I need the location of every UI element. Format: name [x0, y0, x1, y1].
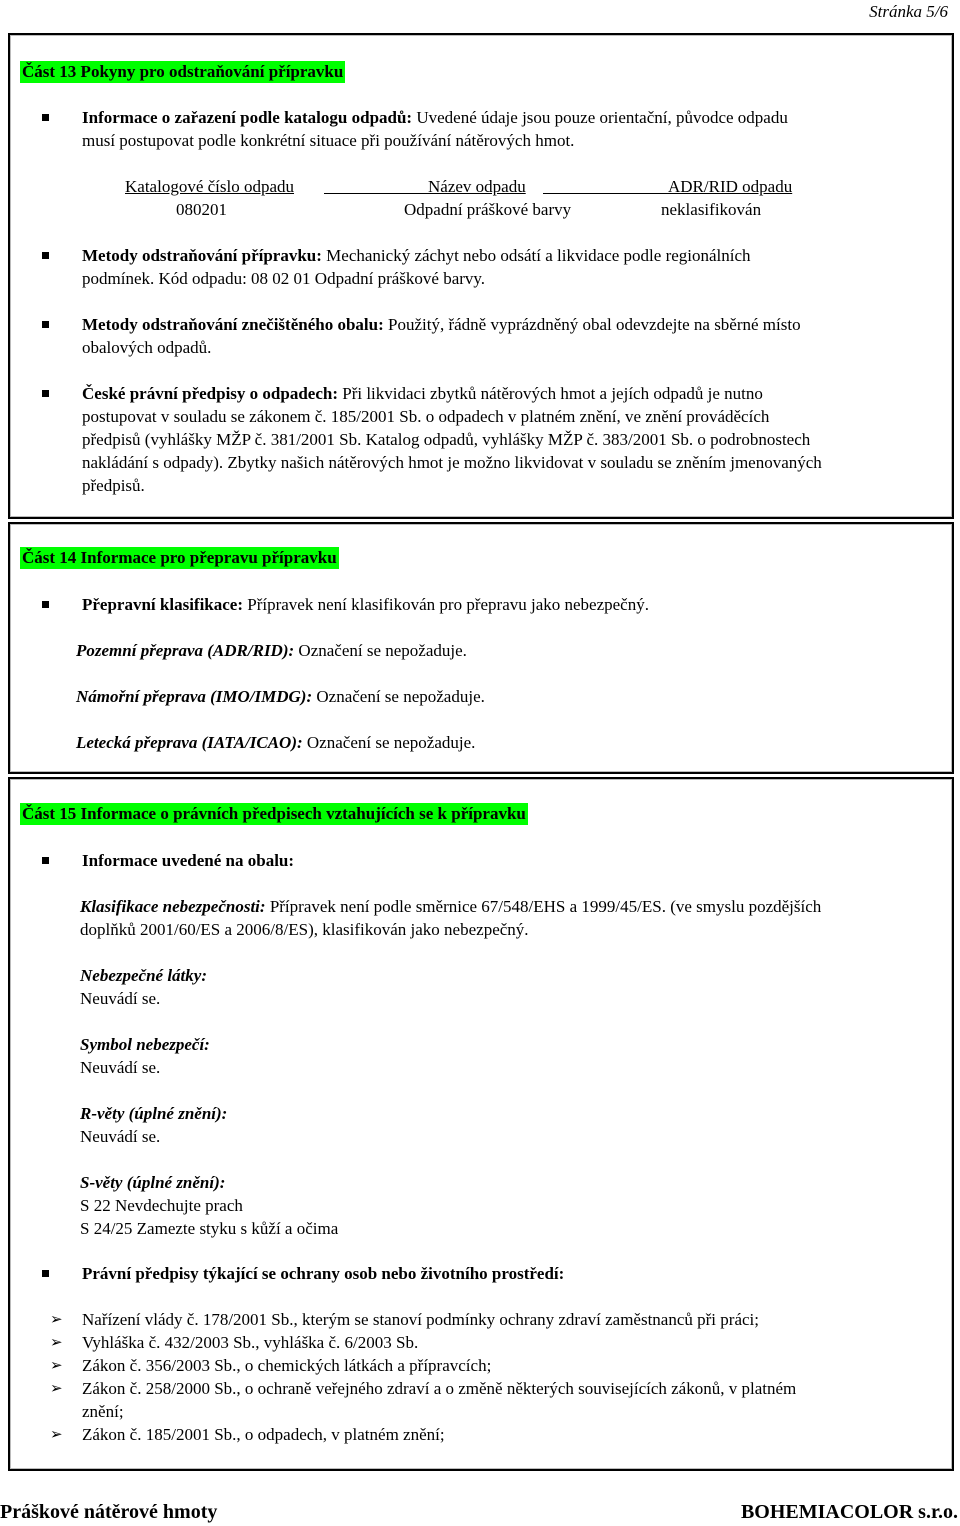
page-number: Stránka 5/6	[869, 2, 948, 21]
s15-package-info: Informace uvedené na obalu:	[82, 851, 295, 870]
s13-czech-law-desc: Při likvidaci zbytků nátěrových hmot a jejích odpadů je nutno	[337, 384, 763, 403]
waste-table-adr: neklasifikován	[661, 200, 762, 219]
s13-waste-catalog-text	[82, 106, 788, 129]
s15-classification-line2: doplňků 2001/60/ES a 2006/8/ES), klasifikován jako nebezpečný.	[80, 920, 529, 939]
s13-czech-law-line3: předpisů (vyhlášky MŽP č. 381/2001 Sb. Katalog odpadů, vyhlášky MŽP č. 383/2001 Sb. o podrobnostech	[82, 430, 811, 449]
s14-sea-value: Označení se nepožaduje.	[312, 687, 485, 706]
s13-packaging-disposal	[82, 313, 801, 336]
arrow-bullet-icon: ➢	[50, 1333, 63, 1351]
bullet-marker	[42, 1270, 49, 1277]
waste-table-header-adr: ADR/RID odpadu	[668, 177, 793, 196]
waste-table-underline	[324, 193, 428, 194]
arrow-bullet-icon: ➢	[50, 1425, 63, 1443]
s15-s-phrases-label: S-věty (úplné znění):	[80, 1173, 226, 1192]
footer-company: BOHEMIACOLOR s.r.o.	[740, 1501, 958, 1523]
law-item: Zákon č. 185/2001 Sb., o odpadech, v platném znění;	[82, 1425, 445, 1444]
law-item: Nařízení vlády č. 178/2001 Sb., kterým se stanoví podmínky ochrany zdraví zaměstnanců při práci;	[82, 1310, 759, 1329]
arrow-bullet-icon: ➢	[50, 1379, 63, 1397]
bullet-marker	[42, 252, 49, 259]
bullet-marker	[42, 601, 49, 608]
bullet-marker	[42, 857, 49, 864]
s15-regulations-label: Právní předpisy týkající se ochrany osob nebo životního prostředí:	[82, 1264, 565, 1283]
s15-classification-desc: Přípravek není podle směrnice 67/548/EHS a 1999/45/ES. (ve smyslu pozdějších	[265, 897, 822, 916]
s13-disposal-method-desc: Mechanický záchyt nebo odsátí a likvidace podle regionálních	[321, 246, 751, 265]
s13-disposal-method-line2: podmínek. Kód odpadu: 08 02 01 Odpadní práškové barvy.	[82, 269, 486, 288]
bullet-marker	[42, 390, 49, 397]
s13-czech-law-label: České právní předpisy o odpadech:	[82, 384, 338, 403]
s14-transport-class-label: Přepravní klasifikace:	[82, 595, 244, 614]
s14-transport-class	[82, 593, 649, 616]
section-14-header: Část 14 Informace pro přepravu přípravku	[22, 548, 337, 567]
waste-table-header-name: Název odpadu	[428, 177, 526, 196]
law-item-continuation: znění;	[82, 1402, 124, 1421]
section-13-header: Část 13 Pokyny pro odstraňování přípravku	[22, 62, 344, 81]
waste-table-name: Odpadní práškové barvy	[404, 200, 572, 219]
law-item: Zákon č. 356/2003 Sb., o chemických látkách a přípravcích;	[82, 1356, 492, 1375]
s15-s-phrase-2: S 24/25 Zamezte styku s kůží a očima	[80, 1219, 339, 1238]
s14-air-label: Letecká přeprava (IATA/ICAO):	[76, 733, 303, 752]
waste-table-code: 080201	[176, 200, 227, 219]
s13-disposal-method-label: Metody odstraňování přípravku:	[82, 246, 322, 265]
s13-czech-law-line2: postupovat v souladu se zákonem č. 185/2001 Sb. o odpadech v platném znění, ve znění prováděcích	[82, 407, 770, 426]
s15-classification	[80, 895, 821, 918]
footer-product: Práškové nátěrové hmoty	[0, 1501, 218, 1523]
s15-r-phrases-label: R-věty (úplné znění):	[80, 1104, 228, 1123]
s13-packaging-disposal-desc: Použitý, řádně vyprázdněný obal odevzdejte na sběrné místo	[383, 315, 801, 334]
s13-waste-catalog-label: Informace o zařazení podle katalogu odpadů:	[82, 108, 413, 127]
arrow-bullet-icon: ➢	[50, 1356, 63, 1374]
s15-hazardous-substances-value: Neuvádí se.	[80, 989, 161, 1008]
s15-classification-label: Klasifikace nebezpečnosti:	[80, 897, 266, 916]
law-item: Zákon č. 258/2000 Sb., o ochraně veřejného zdraví a o změně některých souvisejících zákonů, v platném	[82, 1379, 797, 1398]
s13-packaging-disposal-line2: obalových odpadů.	[82, 338, 212, 357]
s13-czech-law-line5: předpisů.	[82, 476, 145, 495]
s15-r-phrases-value: Neuvádí se.	[80, 1127, 161, 1146]
s15-hazard-symbol-label: Symbol nebezpečí:	[80, 1035, 210, 1054]
s14-sea-label: Námořní přeprava (IMO/IMDG):	[76, 687, 313, 706]
s15-s-phrase-1: S 22 Nevdechujte prach	[80, 1196, 243, 1215]
s14-road-value: Označení se nepožaduje.	[294, 641, 467, 660]
waste-table-underline	[543, 193, 668, 194]
bullet-marker	[42, 114, 49, 121]
s13-packaging-disposal-label: Metody odstraňování znečištěného obalu:	[82, 315, 384, 334]
s15-hazard-symbol-value: Neuvádí se.	[80, 1058, 161, 1077]
waste-table-header-code: Katalogové číslo odpadu	[125, 177, 295, 196]
bullet-marker	[42, 321, 49, 328]
s14-air-value: Označení se nepožaduje.	[302, 733, 476, 752]
s13-disposal-method	[82, 244, 751, 267]
s14-road-transport	[76, 639, 467, 662]
arrow-bullet-icon: ➢	[50, 1310, 63, 1328]
waste-table-underline	[324, 175, 428, 198]
s14-road-label: Pozemní přeprava (ADR/RID):	[76, 641, 295, 660]
section-15-header: Část 15 Informace o právních předpisech vztahujících se k přípravku	[22, 804, 526, 823]
s14-air-transport	[76, 731, 475, 754]
s13-waste-catalog-desc: Uvedené údaje jsou pouze orientační, původce odpadu	[412, 108, 788, 127]
s14-sea-transport	[76, 685, 485, 708]
s13-czech-law-line4: nakládání s odpady). Zbytky našich nátěrových hmot je možno likvidovat v souladu se zněním jmenovaných	[82, 453, 822, 472]
s14-transport-class-desc: Přípravek není klasifikován pro přepravu jako nebezpečný.	[243, 595, 649, 614]
s15-hazardous-substances-label: Nebezpečné látky:	[80, 966, 207, 985]
s13-waste-catalog-line2: musí postupovat podle konkrétní situace při používání nátěrových hmot.	[82, 131, 575, 150]
law-item: Vyhláška č. 432/2003 Sb., vyhláška č. 6/2003 Sb.	[82, 1333, 419, 1352]
s13-czech-law	[82, 382, 763, 405]
